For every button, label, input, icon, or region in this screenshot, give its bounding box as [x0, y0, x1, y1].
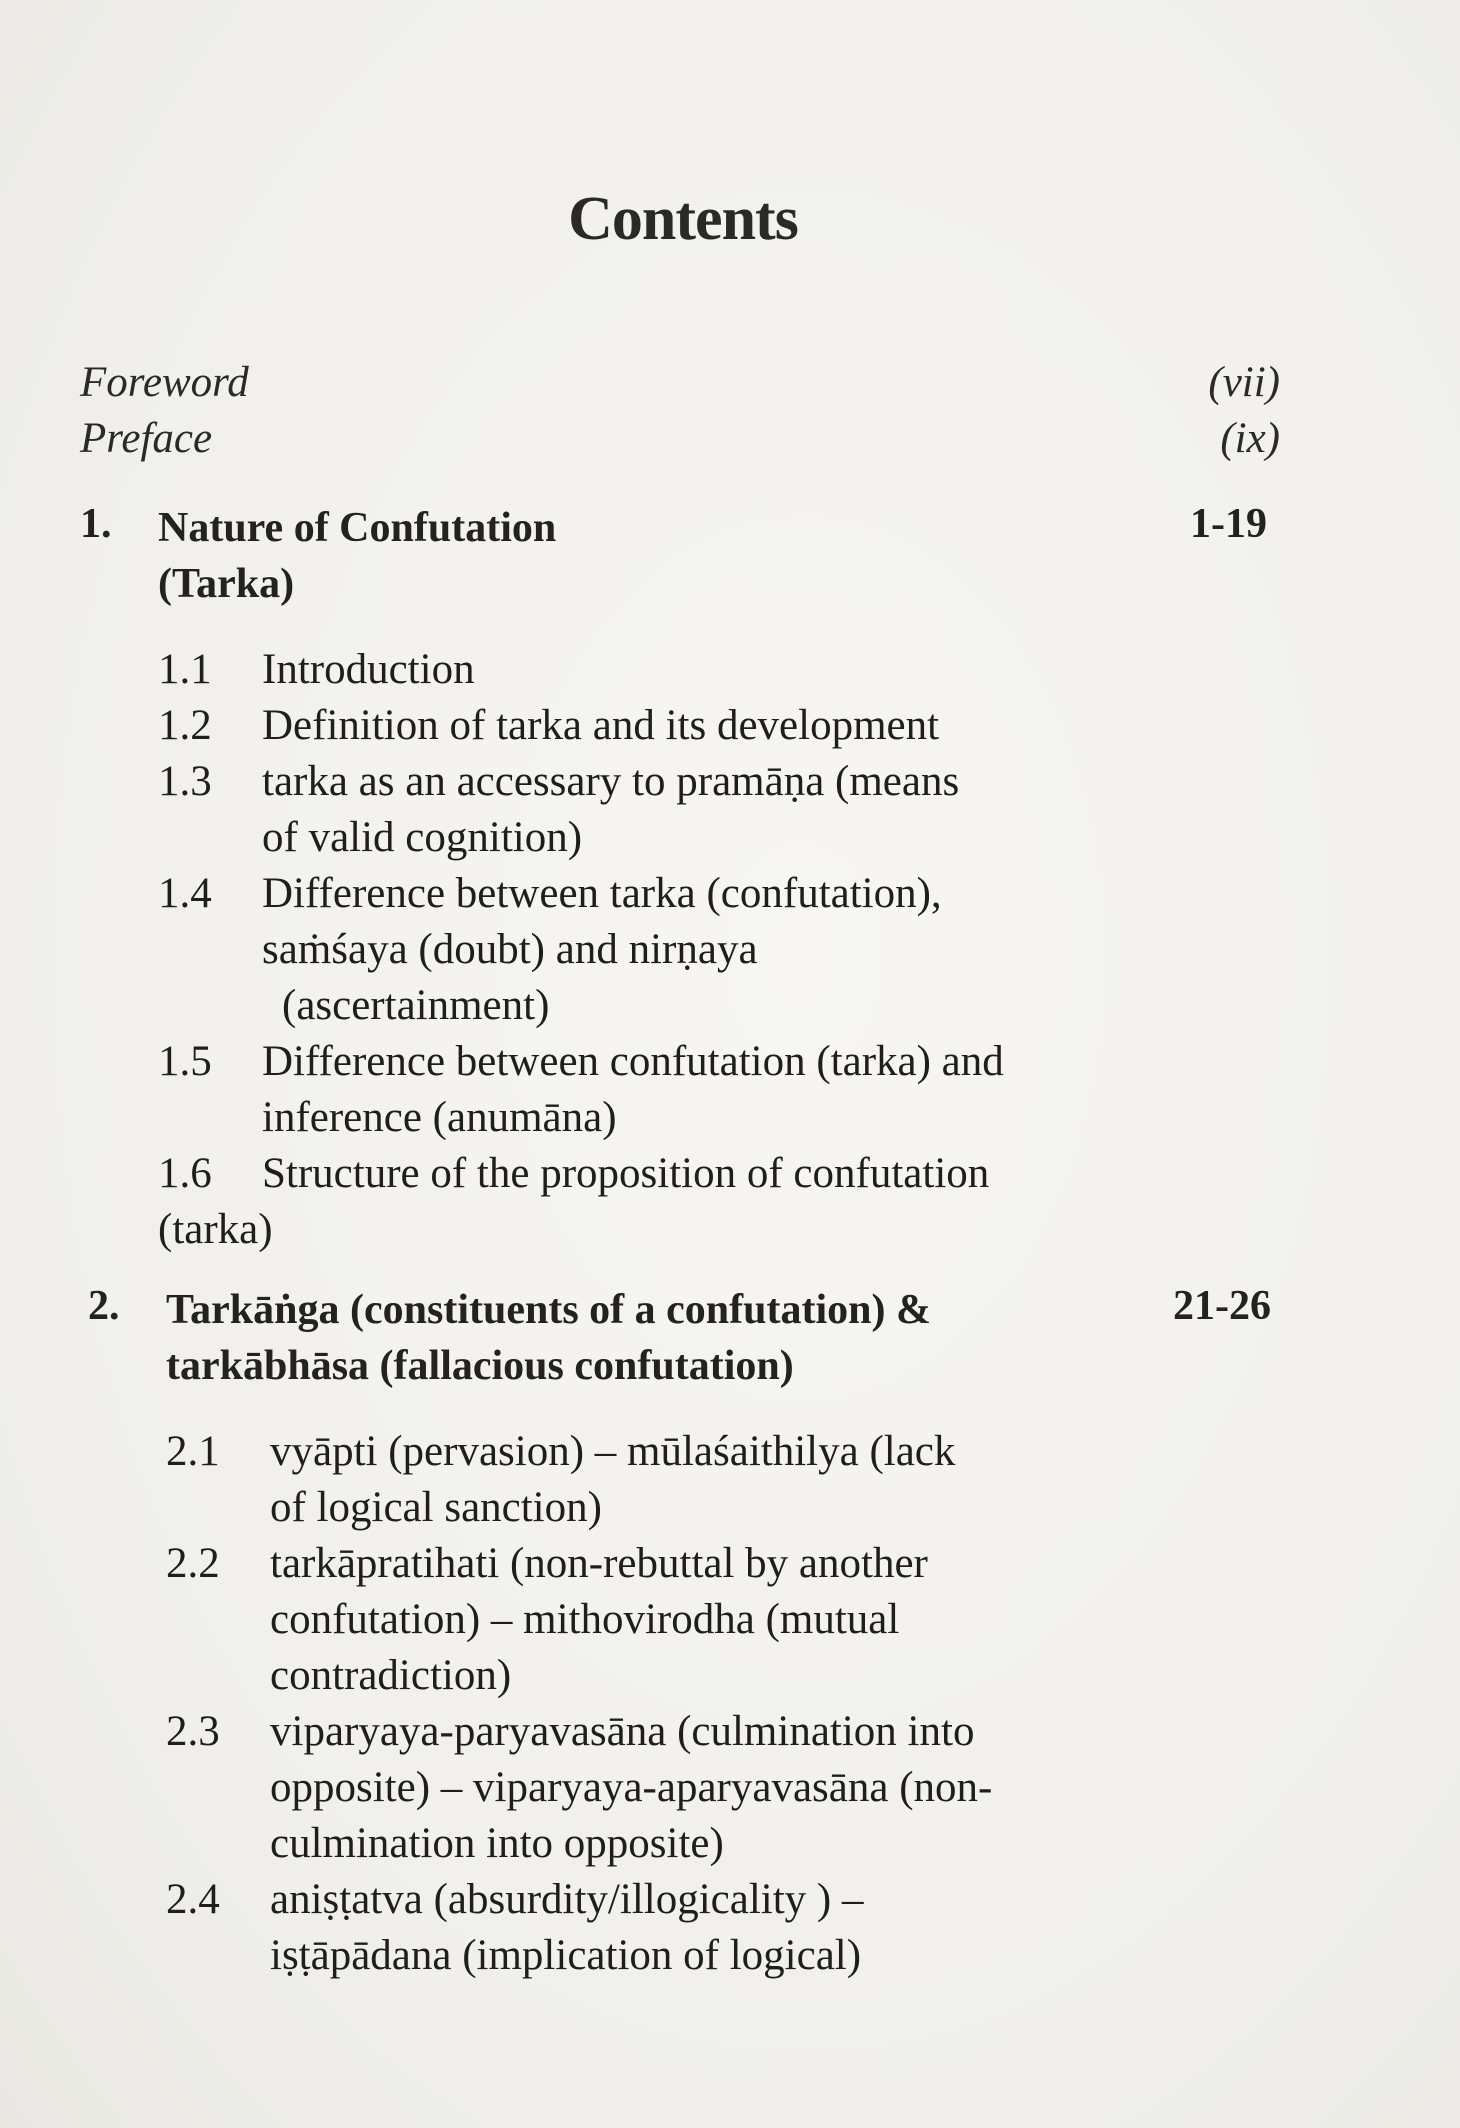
chapter-title: Tarkāṅga (constituents of a confutation) & tarkābhāsa (fallacious confutation): [166, 1287, 931, 1389]
section-number: 1.1: [158, 646, 212, 693]
section-number: 1.4: [158, 870, 212, 917]
section-title: tarka as an accessary to pramāṇa (means of valid cognition): [262, 758, 960, 861]
chapter-title: Nature of Confutation (Tarka): [158, 505, 557, 607]
section-title: Structure of the proposition of confutation (tarka): [158, 1150, 990, 1253]
section-title: Difference between tarka (confutation), saṁśaya (doubt) and nirṇaya (ascertainment): [262, 870, 942, 1029]
chapter-pages: 1-19: [1190, 501, 1267, 547]
section-number: 1.3: [158, 758, 212, 805]
section-number: 2.3: [166, 1708, 220, 1755]
chapter-pages: 21-26: [1173, 1283, 1271, 1329]
chapter-number: 2.: [88, 1283, 120, 1329]
section-number: 1.2: [158, 702, 212, 749]
page-title: Contents: [568, 185, 798, 253]
section-title: vyāpti (pervasion) – mūlaśaithilya (lack of logical sanction): [270, 1428, 956, 1531]
section-number: 2.4: [166, 1876, 220, 1923]
section-title: Definition of tarka and its development: [262, 702, 940, 749]
toc-entry-preface[interactable]: [80, 414, 1280, 463]
section-number: 2.2: [166, 1540, 220, 1587]
foreword-label: Foreword: [80, 359, 249, 406]
section-title: aniṣṭatva (absurdity/illogicality ) – iṣṭāpādana (implication of logical): [270, 1876, 864, 1979]
section-title: tarkāpratihati (non-rebuttal by another confutation) – mithovirodha (mutual contradiction): [270, 1540, 928, 1699]
section-number: 1.5: [158, 1038, 212, 1085]
section-title: viparyaya-paryavasāna (culmination into opposite) – viparyaya-aparyavasāna (non- culmination into opposite): [270, 1708, 993, 1867]
section-number: 2.1: [166, 1428, 220, 1475]
preface-page: (ix): [1220, 415, 1280, 462]
section-title: Introduction: [262, 646, 475, 693]
chapter-number: 1.: [80, 501, 112, 547]
section-number: 1.6: [158, 1150, 212, 1197]
preface-label: Preface: [80, 415, 213, 462]
toc-entry-foreword[interactable]: [80, 358, 1280, 407]
section-title: Difference between confutation (tarka) and inference (anumāna): [262, 1038, 1004, 1141]
foreword-page: (vii): [1208, 359, 1280, 406]
